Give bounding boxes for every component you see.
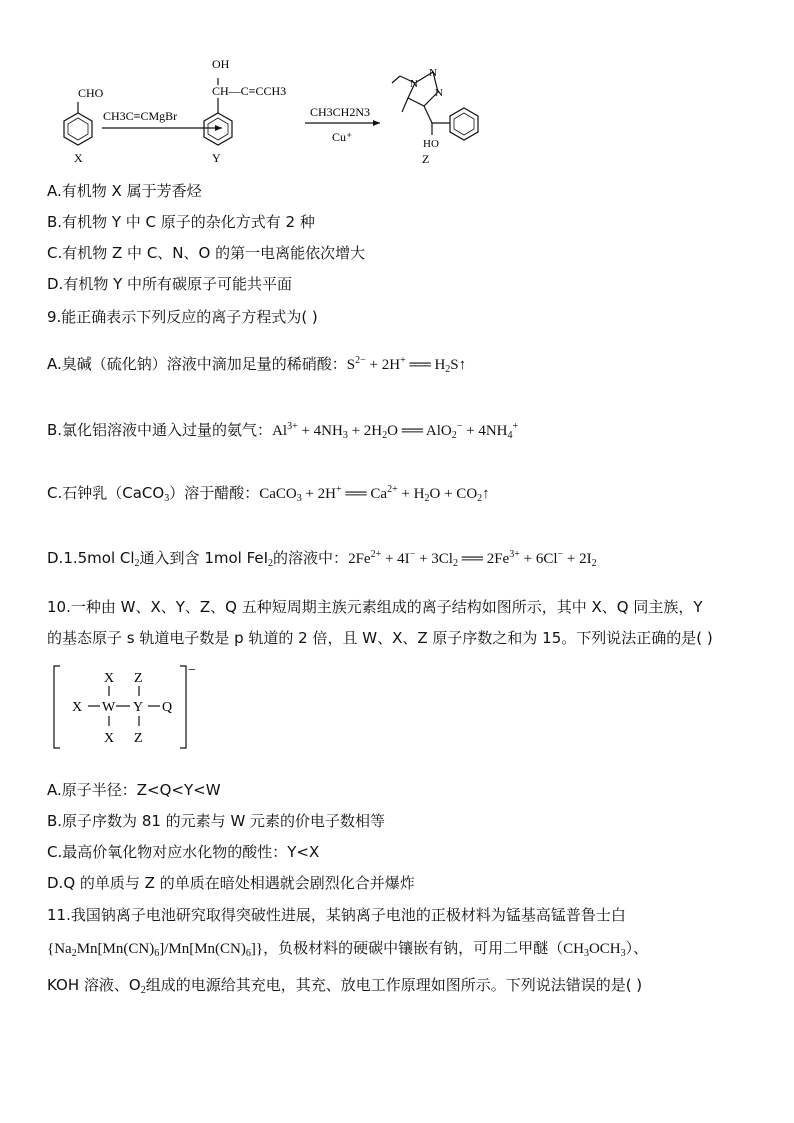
q11-stem-2: $\{Na_2Mn[Mn(CN)_6]/Mn[Mn(CN)_6]\}$，负极材料的硬碳中镶嵌有钠，可用二甲醚$(CH_3OCH_3)$、 xyxy=(47,939,649,959)
q8-option-a: A.有机物 X 属于芳香烃 xyxy=(47,182,202,200)
q10-option-b: B.原子序数为 81 的元素与 W 元素的价电子数相等 xyxy=(47,812,386,830)
triazole-z xyxy=(392,72,478,140)
struct-charge: − xyxy=(188,664,196,678)
struct-w: W xyxy=(102,700,116,715)
y-oh: OH xyxy=(212,57,230,71)
q11-stem-1: 11.我国钠离子电池研究取得突破性进展，某钠离子电池的正极材料为锰基高锰普鲁士白 xyxy=(47,906,626,924)
x-substituent: CHO xyxy=(78,86,104,100)
q10-option-c: C.最高价氧化物对应水化物的酸性：Y<X xyxy=(47,843,320,861)
y-chain: CH—C≡CCH3 xyxy=(212,84,287,98)
z-n2: N xyxy=(429,67,437,79)
struct-z-top: Z xyxy=(134,671,143,686)
struct-x-bottom: X xyxy=(104,731,115,746)
q10-option-a: A.原子半径：Z<Q<Y<W xyxy=(47,781,221,799)
q10-stem-2: 的基态原子 s 轨道电子数是 p 轨道的 2 倍，且 W、X、Z 原子序数之和为 15。下列说法正确的是( ) xyxy=(47,629,713,647)
q9-stem: 9.能正确表示下列反应的离子方程式为( ) xyxy=(47,308,318,326)
struct-z-bottom: Z xyxy=(134,731,143,746)
reagent-1: CH3C≡CMgBr xyxy=(103,109,178,123)
q8-option-c: C.有机物 Z 中 C、N、O 的第一电离能依次增大 xyxy=(47,244,366,262)
reagent-2-bottom: Cu⁺ xyxy=(332,130,353,144)
ion-structure xyxy=(50,664,210,754)
benzene-ring-x xyxy=(64,102,92,145)
z-ho: HO xyxy=(423,138,439,150)
q11-stem-3: KOH 溶液、$O_2$组成的电源给其充电，其充、放电工作原理如图所示。下列说法错误的是( ) xyxy=(47,976,643,996)
reagent-2-top: CH3CH2N3 xyxy=(310,105,371,119)
struct-q: Q xyxy=(162,700,173,715)
q10-option-d: D.Q 的单质与 Z 的单质在暗处相遇就会剧烈化合并爆炸 xyxy=(47,874,415,892)
q9-option-d: D.1.5mol $Cl_2$通入到含 1mol FeI$_2$的溶液中：$2Fe^{2+} + 4I^- + 3Cl_2$ ══ $2Fe^{3+} + 6Cl^- + 2I_2$ xyxy=(47,549,597,569)
reaction-scheme xyxy=(40,50,520,175)
q8-option-d: D.有机物 Y 中所有碳原子可能共平面 xyxy=(47,275,293,293)
label-x: X xyxy=(74,151,83,165)
z-n1: N xyxy=(410,78,418,90)
q10-stem-1: 10.一种由 W、X、Y、Z、Q 五种短周期主族元素组成的离子结构如图所示，其中 X、Q 同主族，Y xyxy=(47,598,703,616)
q9-option-b: B.氯化铝溶液中通入过量的氨气：$Al^{3+} + 4NH_3 + 2H_2O$ ══ $AlO_2^- + 4NH_4^+$ xyxy=(47,421,519,441)
q9-option-a: A.臭碱（硫化钠）溶液中滴加足量的稀硝酸：$S^{2-} + 2H^+$ ══ $H_2S↑$ xyxy=(47,355,467,375)
label-y: Y xyxy=(212,151,221,165)
struct-y: Y xyxy=(133,700,144,715)
q9-option-c: C.石钟乳（CaCO$_3$）溶于醋酸：CaCO$_3$ + 2H+ ══ $Ca^{2+} + H_2O$ + $CO_2↑$ xyxy=(47,484,490,504)
label-z: Z xyxy=(422,152,430,166)
q8-option-b: B.有机物 Y 中 C 原子的杂化方式有 2 种 xyxy=(47,213,315,231)
z-n3: N xyxy=(435,87,443,99)
struct-x-top: X xyxy=(104,671,115,686)
struct-x-left: X xyxy=(72,700,83,715)
